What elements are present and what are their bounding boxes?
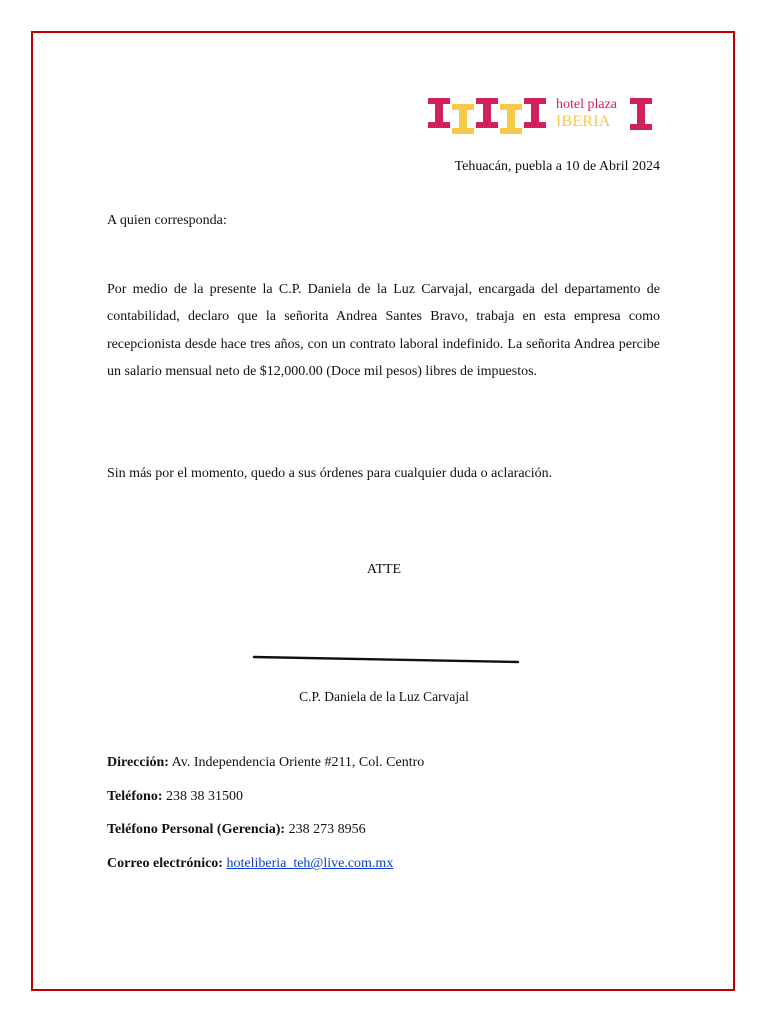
atte: ATTE <box>366 562 402 577</box>
hotel-logo <box>428 96 660 136</box>
logo-text <box>556 96 617 130</box>
phone-value: 238 38 31500 <box>162 789 243 804</box>
letter-body: Por medio de la presente la C.P. Daniela de la Luz Carvajal, encargada del departamento de contabilidad, declaro que la señorita Andrea Santes Bravo, trabaja en esta empresa como recepcionista desde hace tres años, con un contrato laboral indefinido. La señorita Andrea percibe un salario mensual neto de $12,000.00 (Doce mil pesos) libres de impuestos. <box>107 282 660 380</box>
logo-i-mark-end <box>630 98 652 130</box>
salutation: A quien corresponda: <box>107 213 227 228</box>
address-label: Dirección: <box>107 755 169 770</box>
email-label: Correo electrónico: <box>107 856 223 871</box>
logo-line-1: hotel plaza <box>556 97 618 112</box>
email-link[interactable]: hoteliberia_teh@live.com.mx <box>226 856 394 871</box>
signature-line <box>252 652 520 666</box>
personal-phone-value: 238 273 8956 <box>285 822 366 837</box>
place-and-date: Tehuacán, puebla a 10 de Abril 2024 <box>454 159 660 174</box>
logo-line-2: IBERIA <box>556 113 611 130</box>
closing-line: Sin más por el momento, quedo a sus órdenes para cualquier duda o aclaración. <box>107 466 553 481</box>
contact-phone <box>107 789 243 805</box>
contact-email <box>107 856 393 872</box>
personal-phone-label: Teléfono Personal (Gerencia): <box>107 822 286 837</box>
address-value: Av. Independencia Oriente #211, Col. Centro <box>168 755 425 770</box>
phone-label: Teléfono: <box>107 789 163 804</box>
logo-i-marks <box>428 96 553 136</box>
contact-personal-phone <box>107 822 366 838</box>
signer-name: C.P. Daniela de la Luz Carvajal <box>299 689 469 704</box>
contact-address <box>107 755 424 771</box>
